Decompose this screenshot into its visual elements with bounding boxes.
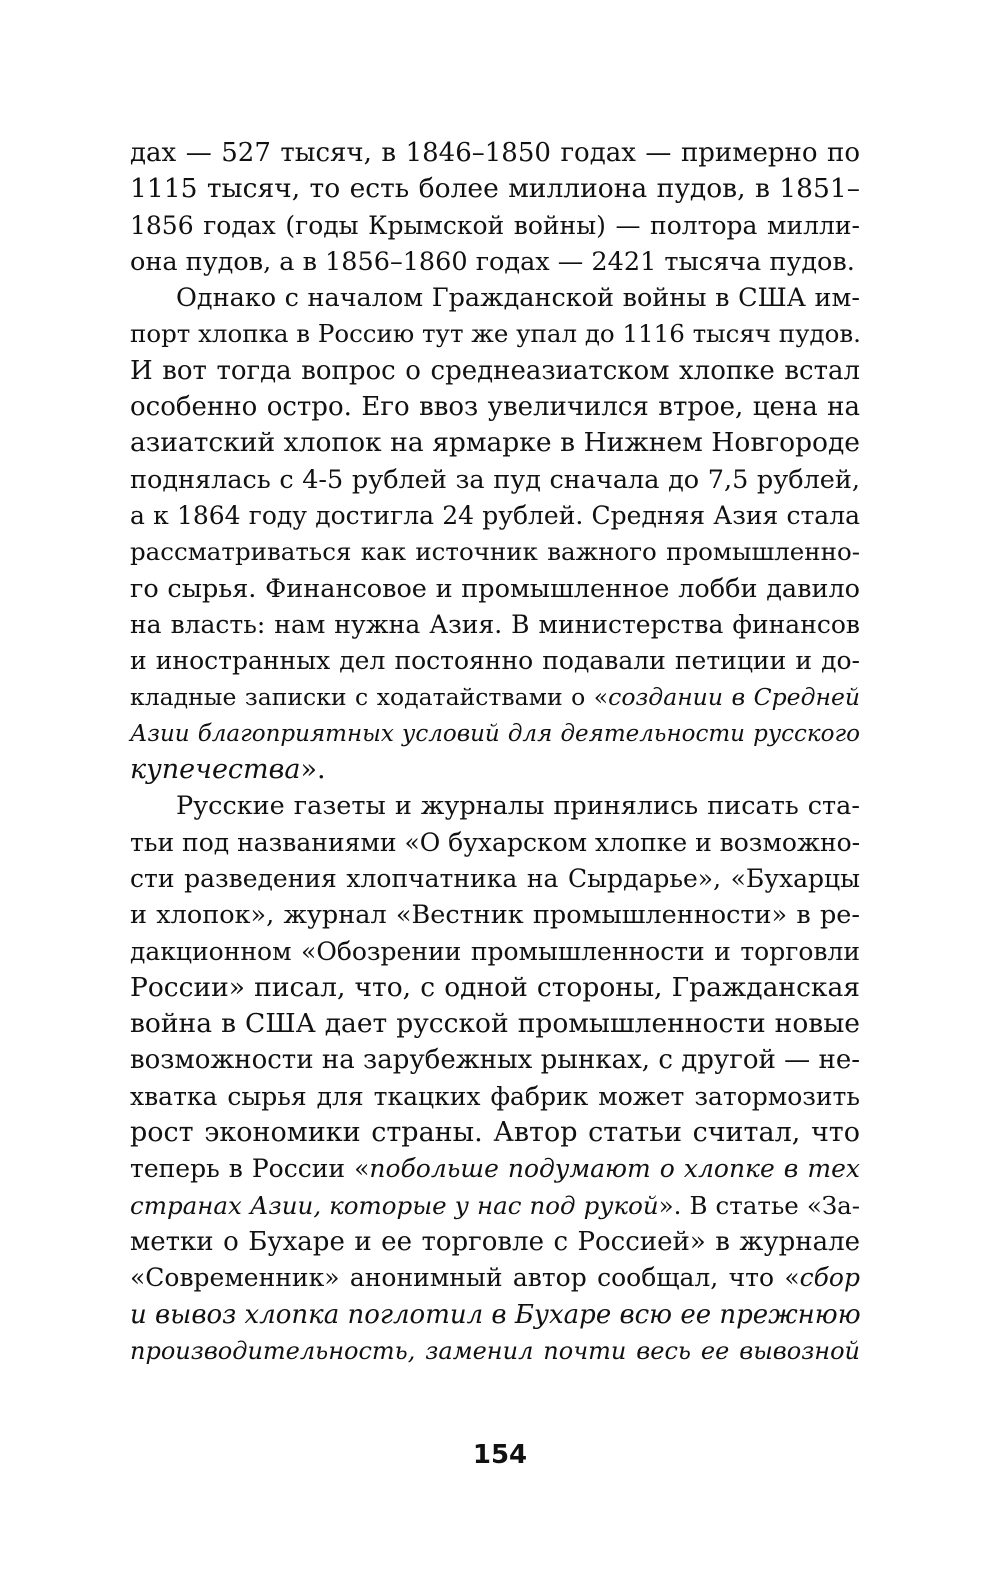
text-segment: 1115 тысяч, то есть более миллиона пудов, в 1851– bbox=[130, 173, 860, 205]
text-segment: Однако с началом Гражданской войны в США им- bbox=[176, 283, 860, 314]
text-line bbox=[130, 1006, 860, 1042]
text-segment: теперь в России « bbox=[130, 1154, 370, 1184]
text-line bbox=[130, 353, 860, 389]
text-line bbox=[130, 679, 860, 715]
text-line bbox=[130, 389, 860, 425]
text-segment: «Современник» анонимный автор сообщал, что « bbox=[130, 1263, 800, 1293]
text-segment: дакционном «Обозрении промышленности и торговли bbox=[130, 936, 860, 966]
text-segment: на власть: нам нужна Азия. В министерства финансов bbox=[130, 609, 860, 639]
text-segment: 1856 годах (годы Крымской войны) — полтора милли- bbox=[130, 210, 860, 240]
text-segment: сти разведения хлопчатника на Сырдарье», «Бухарцы bbox=[130, 863, 860, 893]
italic-quote-segment: сбор bbox=[799, 1263, 860, 1293]
text-line bbox=[130, 607, 860, 643]
text-line bbox=[130, 316, 860, 352]
text-line bbox=[130, 1224, 860, 1260]
text-line bbox=[130, 752, 860, 788]
text-line bbox=[130, 171, 860, 207]
text-line bbox=[130, 643, 860, 679]
text-line bbox=[130, 462, 860, 498]
text-segment: азиатский хлопок на ярмарке в Нижнем Новгороде bbox=[130, 427, 860, 459]
text-segment: метки о Бухаре и ее торговле с Россией» в журнале bbox=[130, 1226, 860, 1257]
text-line bbox=[130, 534, 860, 570]
text-line bbox=[130, 1333, 860, 1369]
text-segment: Русские газеты и журналы принялись писать ста- bbox=[176, 791, 860, 822]
text-line bbox=[130, 934, 860, 970]
text-line bbox=[130, 208, 860, 244]
text-line bbox=[130, 1260, 860, 1296]
text-segment: го сырья. Финансовое и промышленное лобби давило bbox=[130, 573, 860, 604]
text-line bbox=[130, 1042, 860, 1078]
text-segment: особенно остро. Его ввоз увеличился втрое, цена на bbox=[130, 392, 860, 423]
text-segment: кладные записки с ходатайствами о « bbox=[130, 683, 609, 712]
text-line bbox=[130, 1188, 860, 1224]
text-line bbox=[130, 280, 860, 316]
text-segment: поднялась с 4-5 рублей за пуд сначала до 7,5 рублей, bbox=[130, 464, 860, 495]
text-line bbox=[130, 498, 860, 534]
italic-quote-segment: Азии благоприятных условий для деятельности русского bbox=[130, 720, 860, 747]
text-segment: хватка сырья для ткацких фабрик может затормозить bbox=[130, 1081, 860, 1111]
text-line bbox=[130, 788, 860, 824]
text-segment: рассматриваться как источник важного промышленно- bbox=[130, 537, 860, 567]
text-segment: ». В статье «За- bbox=[658, 1190, 860, 1220]
text-segment: возможности на зарубежных рынках, с другой — не- bbox=[130, 1045, 860, 1076]
italic-quote-segment: странах Азии, которые у нас под рукой bbox=[130, 1190, 659, 1220]
text-line bbox=[130, 1297, 860, 1333]
text-line bbox=[130, 716, 860, 752]
text-line bbox=[130, 425, 860, 461]
italic-quote-segment: побольше подумают о хлопке в тех bbox=[369, 1154, 860, 1184]
text-line bbox=[130, 135, 860, 171]
text-segment: она пудов, а в 1856–1860 годах — 2421 тысяча пудов. bbox=[130, 246, 855, 277]
text-line bbox=[130, 825, 860, 861]
text-segment: России» писал, что, с одной стороны, Гражданская bbox=[130, 971, 860, 1003]
italic-quote-segment: и вывоз хлопка поглотил в Бухаре всю ее прежнюю bbox=[130, 1299, 861, 1330]
text-segment: И вот тогда вопрос о среднеазиатском хлопке встал bbox=[130, 355, 860, 386]
text-segment: и иностранных дел постоянно подавали петиции и до- bbox=[130, 646, 860, 676]
text-line bbox=[130, 1151, 860, 1187]
text-line bbox=[130, 970, 860, 1006]
text-segment: дах — 527 тысяч, в 1846–1850 годах — примерно по bbox=[130, 138, 860, 168]
italic-quote-segment: купечества bbox=[130, 754, 301, 786]
italic-quote-segment: производительность, заменил почти весь ее вывозной bbox=[130, 1336, 860, 1365]
body-text bbox=[130, 135, 860, 1369]
text-segment: тьи под названиями «О бухарском хлопке и возможно- bbox=[130, 827, 861, 857]
text-line bbox=[130, 571, 860, 607]
text-segment: ». bbox=[300, 754, 326, 786]
text-line bbox=[130, 244, 860, 280]
text-line bbox=[130, 1115, 860, 1151]
text-segment: а к 1864 году достигла 24 рублей. Средняя Азия стала bbox=[130, 500, 860, 530]
text-segment: порт хлопка в Россию тут же упал до 1116 тысяч пудов. bbox=[130, 319, 861, 349]
italic-quote-segment: создании в Средней bbox=[608, 683, 860, 712]
text-line bbox=[130, 1079, 860, 1115]
text-segment: и хлопок», журнал «Вестник промышленности» в ре- bbox=[130, 900, 860, 931]
text-segment: война в США дает русской промышленности новые bbox=[130, 1008, 860, 1040]
page-number: 154 bbox=[472, 1440, 528, 1470]
text-segment: рост экономики страны. Автор статьи считал, что bbox=[130, 1117, 860, 1149]
text-line bbox=[130, 861, 860, 897]
text-line bbox=[130, 897, 860, 933]
